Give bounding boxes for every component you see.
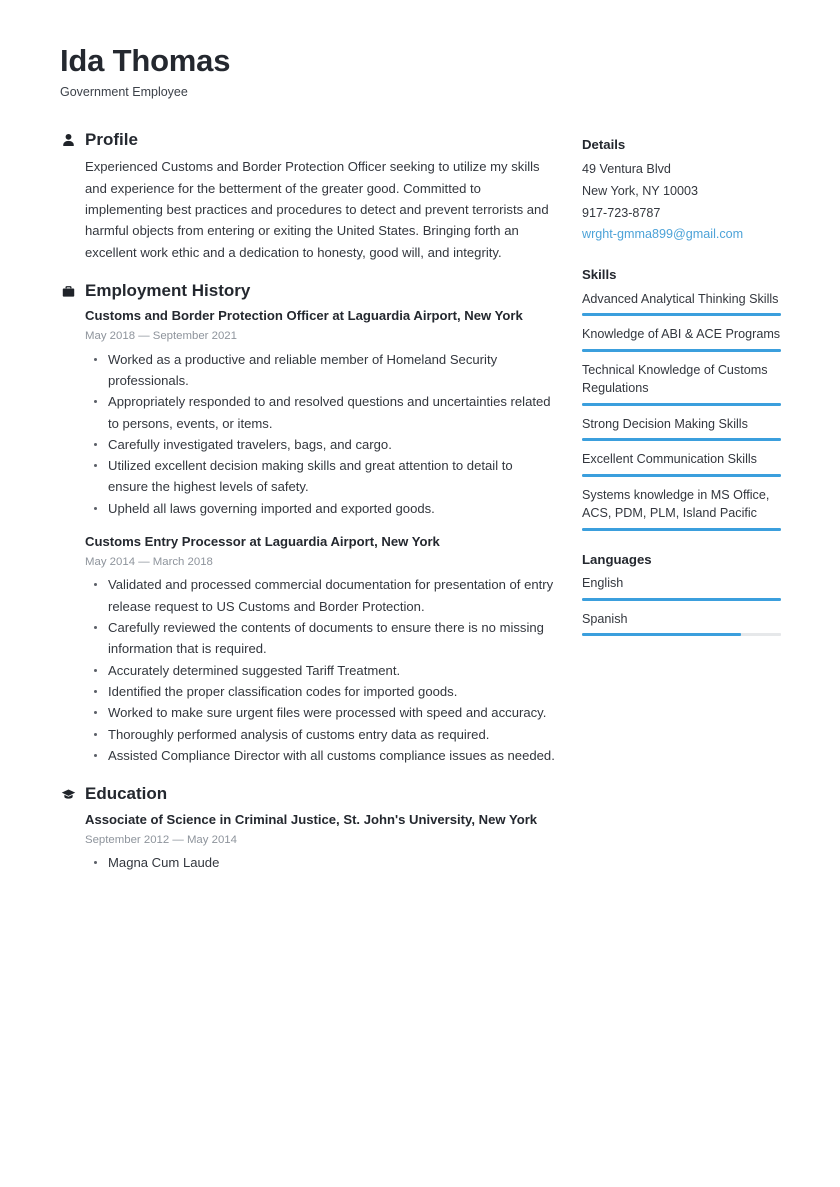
sidebar-block-skills <box>582 266 781 530</box>
section-title-employment: Employment History <box>85 281 251 301</box>
bullet-item: Magna Cum Laude <box>85 852 555 873</box>
skill-label: Strong Decision Making Skills <box>582 416 748 431</box>
main-column <box>60 130 555 891</box>
phone-number: 917-723-8787 <box>582 205 661 220</box>
bullet-item: Utilized excellent decision making skills and great attention to detail to ensure the highest levels of safety. <box>85 455 555 498</box>
section-header-education <box>60 784 555 804</box>
section-header-profile <box>60 130 555 150</box>
entry-date: September 2012 — May 2014 <box>85 833 237 846</box>
section-body-education <box>60 811 555 873</box>
skill-item <box>582 361 781 406</box>
skill-rating-fill <box>582 349 781 352</box>
skill-rating-fill <box>582 528 781 531</box>
language-rating-bar <box>582 598 781 601</box>
section-header-employment <box>60 281 555 301</box>
section-employment-history <box>60 281 555 766</box>
profile-text: Experienced Customs and Border Protection Officer seeking to utilize my skills and experience for the betterment of the greater good. Committed to implementing best practices and procedures to detect and prevent terrorists and harmful objects from entering or exiting the United States. Bringing forth an excellent work ethic and a dedication to honesty, good will, and integrity. <box>85 159 549 260</box>
person-icon <box>60 132 76 148</box>
skill-rating-fill <box>582 474 781 477</box>
entry-title: Associate of Science in Criminal Justice, St. John's University, New York <box>85 811 538 827</box>
resume-header <box>60 44 560 100</box>
employment-entry <box>85 307 555 519</box>
entry-date: May 2018 — September 2021 <box>85 330 237 343</box>
section-body-profile <box>60 156 555 263</box>
skill-rating-bar <box>582 349 781 352</box>
address-line-2: New York, NY 10003 <box>582 184 698 199</box>
skill-item <box>582 325 781 352</box>
section-title-education: Education <box>85 784 168 804</box>
language-rating-bar <box>582 633 781 636</box>
graduation-cap-icon <box>60 786 76 802</box>
skill-item <box>582 290 781 317</box>
skill-rating-bar <box>582 474 781 477</box>
employment-entry <box>85 533 555 766</box>
bullet-item: Accurately determined suggested Tariff Treatment. <box>85 660 555 681</box>
bullet-item: Assisted Compliance Director with all customs compliance issues as needed. <box>85 745 555 766</box>
education-entry <box>85 811 555 873</box>
entry-bullet-list <box>85 574 555 766</box>
language-label: English <box>582 576 624 591</box>
briefcase-icon <box>60 283 76 299</box>
section-education <box>60 784 555 873</box>
sidebar-column <box>582 136 781 656</box>
skill-label: Knowledge of ABI & ACE Programs <box>582 327 781 342</box>
skill-label: Advanced Analytical Thinking Skills <box>582 291 779 306</box>
bullet-item: Validated and processed commercial documentation for presentation of entry release request to US Customs and Border Protection. <box>85 574 555 617</box>
skill-label: Excellent Communication Skills <box>582 452 757 467</box>
section-profile <box>60 130 555 263</box>
email-link[interactable]: wrght-gmma899@gmail.com <box>582 227 744 242</box>
language-item <box>582 610 781 637</box>
bullet-item: Thoroughly performed analysis of customs entry data as required. <box>85 724 555 745</box>
skill-rating-fill <box>582 438 781 441</box>
candidate-job-title: Government Employee <box>60 84 188 99</box>
skill-item <box>582 450 781 477</box>
skill-rating-fill <box>582 403 781 406</box>
section-title-profile: Profile <box>85 130 138 149</box>
bullet-item: Carefully reviewed the contents of documents to ensure there is no missing information that is required. <box>85 617 555 660</box>
language-rating-fill <box>582 633 741 636</box>
bullet-item: Upheld all laws governing imported and exported goods. <box>85 498 555 519</box>
bullet-item: Worked as a productive and reliable member of Homeland Security professionals. <box>85 349 555 392</box>
skill-rating-bar <box>582 438 781 441</box>
candidate-name: Ida Thomas <box>60 43 231 78</box>
sidebar-block-details <box>582 136 781 246</box>
skill-item <box>582 486 781 531</box>
skill-rating-bar <box>582 528 781 531</box>
sidebar-title-skills: Skills <box>582 267 617 283</box>
skill-rating-bar <box>582 313 781 316</box>
skill-label: Systems knowledge in MS Office, ACS, PDM, PLM, Island Pacific <box>582 487 770 521</box>
language-label: Spanish <box>582 611 628 626</box>
address-line-1: 49 Ventura Blvd <box>582 162 671 177</box>
language-item <box>582 574 781 601</box>
bullet-item: Identified the proper classification codes for imported goods. <box>85 681 555 702</box>
bullet-item: Worked to make sure urgent files were processed with speed and accuracy. <box>85 702 555 723</box>
entry-title: Customs and Border Protection Officer at Laguardia Airport, New York <box>85 308 523 324</box>
bullet-item: Carefully investigated travelers, bags, and cargo. <box>85 434 555 455</box>
entry-bullet-list <box>85 852 555 873</box>
skill-label: Technical Knowledge of Customs Regulations <box>582 362 768 396</box>
entry-title: Customs Entry Processor at Laguardia Airport, New York <box>85 534 440 550</box>
language-rating-fill <box>582 598 781 601</box>
sidebar-block-languages <box>582 551 781 636</box>
skill-rating-bar <box>582 403 781 406</box>
section-body-employment <box>60 307 555 766</box>
bullet-item: Appropriately responded to and resolved questions and uncertainties related to persons, events, or items. <box>85 391 555 434</box>
sidebar-title-details: Details <box>582 137 626 152</box>
sidebar-title-languages: Languages <box>582 551 652 567</box>
skill-rating-fill <box>582 313 781 316</box>
entry-bullet-list <box>85 349 555 520</box>
entry-date: May 2014 — March 2018 <box>85 556 213 569</box>
skill-item <box>582 415 781 442</box>
